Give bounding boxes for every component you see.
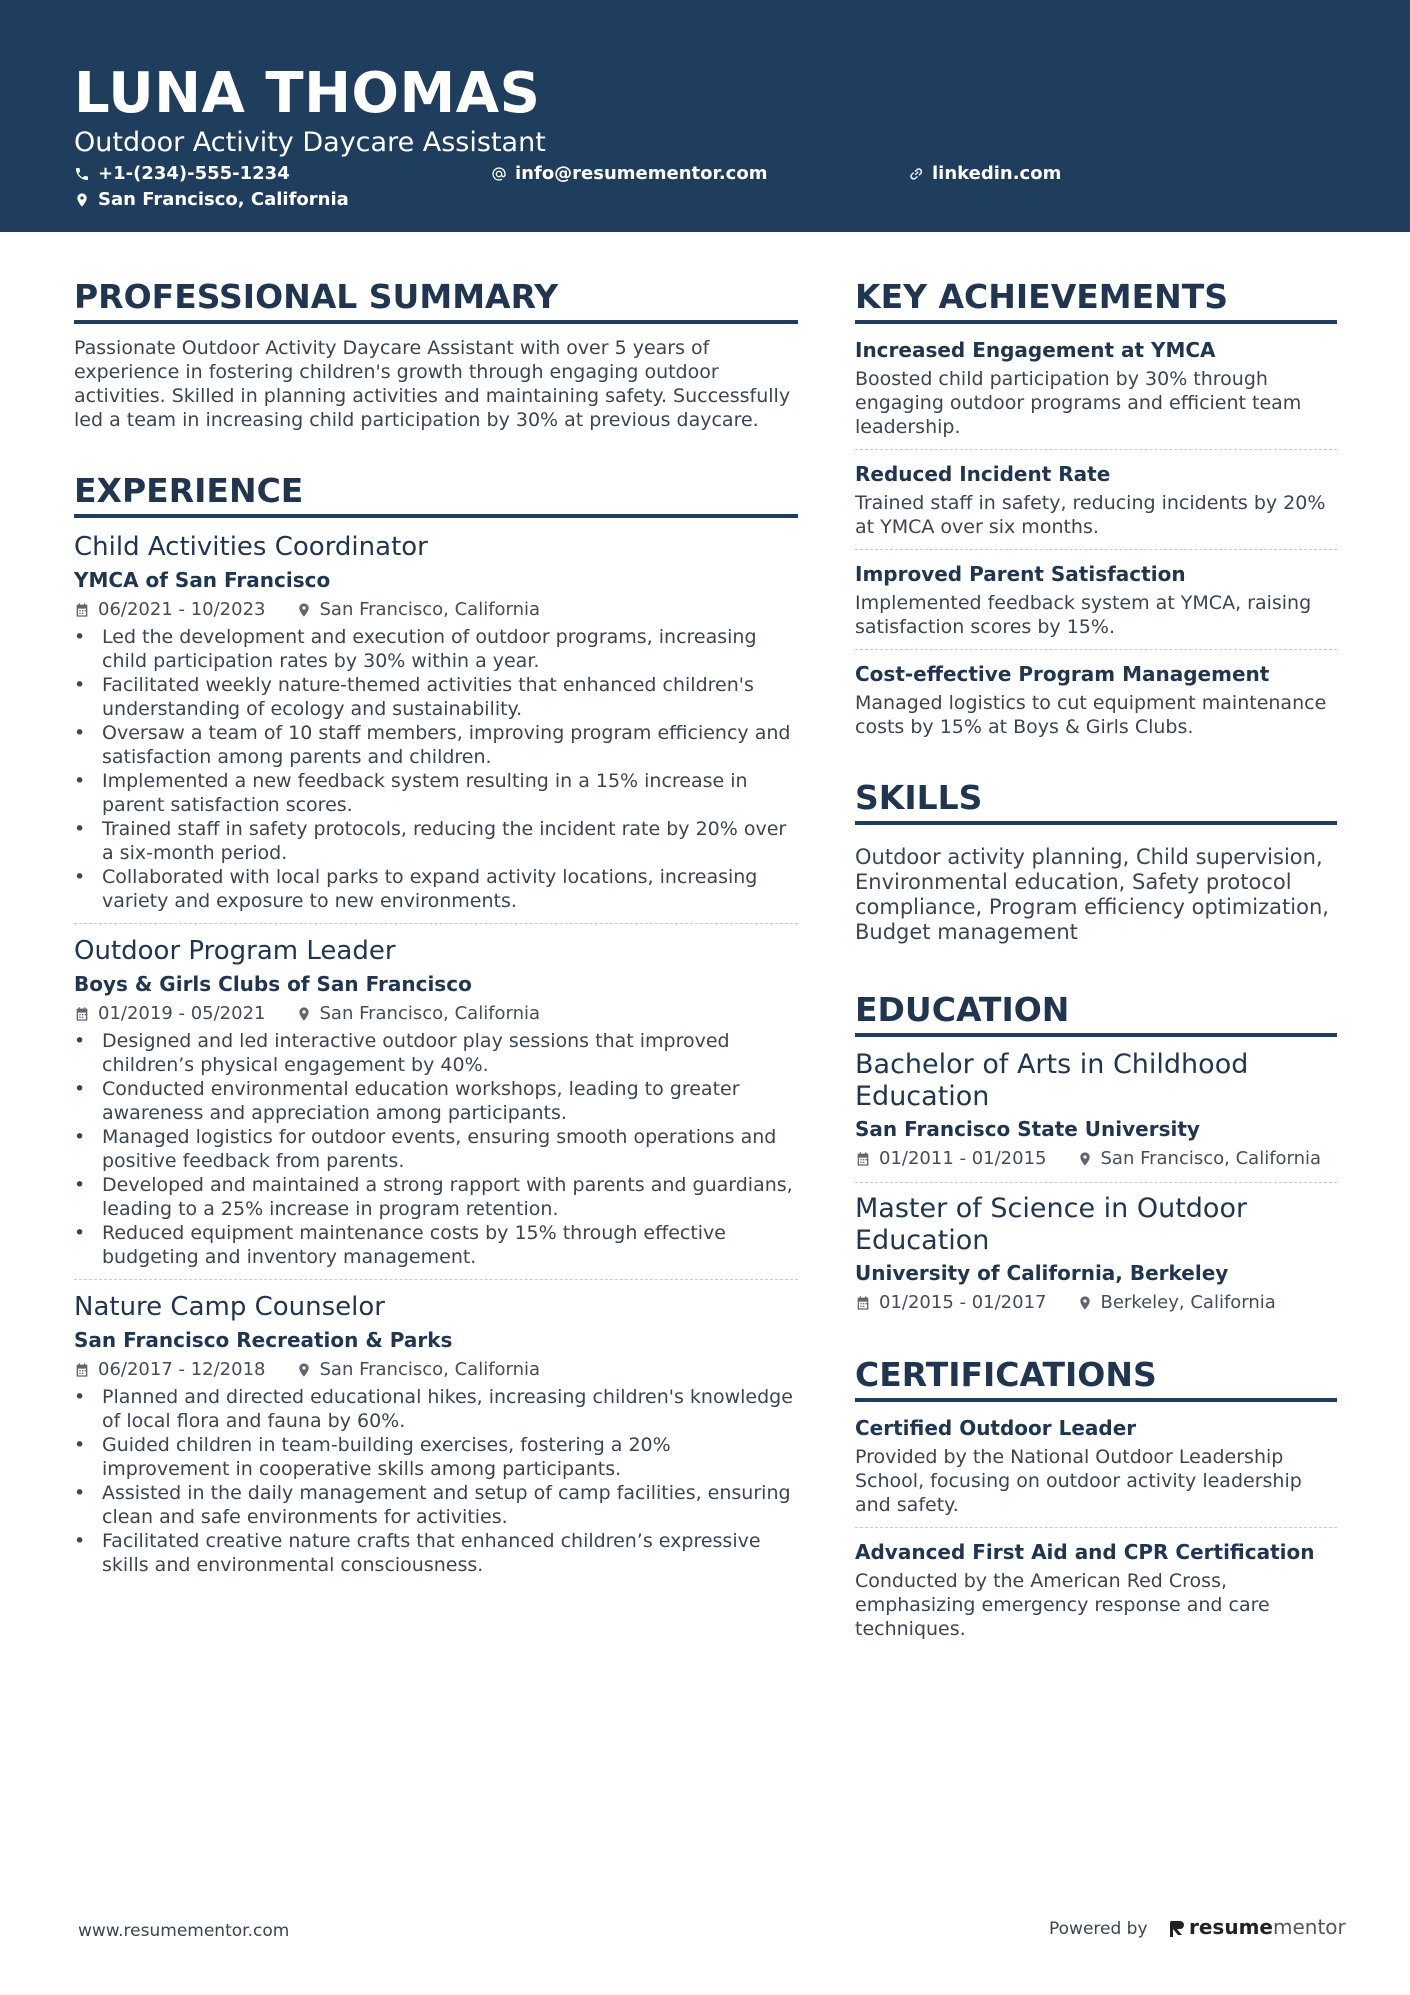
experience-heading: EXPERIENCE [74,470,798,518]
certification-item [855,1538,1337,1641]
resume-header [0,0,1410,232]
education-location: San Francisco, California [1100,1148,1322,1169]
divider [74,1279,798,1280]
job-title: Nature Camp Counselor [74,1292,385,1322]
certification-title: Advanced First Aid and CPR Certification [855,1540,1315,1564]
job-location: San Francisco, California [319,599,541,620]
job-location: San Francisco, California [319,1359,541,1380]
calendar-icon [855,1295,871,1311]
calendar-icon [74,602,90,618]
divider [74,923,798,924]
bullet-item: • Planned and directed educational hikes, increasing children's knowledge of local flora and fauna by 60%. [74,1385,798,1433]
location-pin-icon [74,192,90,208]
certification-title: Certified Outdoor Leader [855,1416,1137,1440]
location-pin-icon [1077,1295,1093,1311]
footer-website-link[interactable]: www.resumementor.com [78,1921,290,1941]
education-item [855,1193,1337,1316]
phone-icon [74,166,90,182]
achievement-item [855,560,1337,639]
degree-title: Bachelor of Arts in Childhood Education [855,1049,1249,1112]
education-location: Berkeley, California [1100,1292,1276,1313]
job-company: San Francisco Recreation & Parks [74,1328,453,1352]
summary-heading: PROFESSIONAL SUMMARY [74,276,798,324]
bullet-item: • Led the development and execution of outdoor programs, increasing child participation rates by 30% within a year. [74,625,798,673]
certification-text: Provided by the National Outdoor Leadership School, focusing on outdoor activity leadership and safety. [855,1446,1302,1516]
achievement-title: Cost-effective Program Management [855,662,1270,686]
school-name: University of California, Berkeley [855,1261,1229,1285]
job-bullets [74,1385,798,1577]
achievement-title: Increased Engagement at YMCA [855,338,1216,362]
candidate-name: LUNA THOMAS [74,61,541,126]
job-entry [74,1290,798,1577]
job-bullets [74,625,798,913]
bullet-item: • Developed and maintained a strong rapport with parents and guardians, leading to a 25% increase in program retention. [74,1173,798,1221]
location-pin-icon [296,602,312,618]
job-dates: 06/2021 - 10/2023 [98,599,266,620]
certification-text: Conducted by the American Red Cross, emphasizing emergency response and care techniques. [855,1570,1270,1640]
candidate-role: Outdoor Activity Daycare Assistant [74,127,546,158]
footer-powered-by: Powered by [1049,1919,1148,1939]
achievement-item [855,460,1337,539]
education-dates: 01/2015 - 01/2017 [879,1292,1047,1313]
school-name: San Francisco State University [855,1117,1200,1141]
link-icon [908,166,924,182]
degree-title: Master of Science in Outdoor Education [855,1193,1248,1256]
left-column [74,276,798,1577]
location-pin-icon [296,1006,312,1022]
bullet-item: • Facilitated creative nature crafts that enhanced children’s expressive skills and environmental consciousness. [74,1529,798,1577]
location-pin-icon [296,1362,312,1378]
education-heading: EDUCATION [855,989,1337,1037]
achievements-heading: KEY ACHIEVEMENTS [855,276,1337,324]
divider [855,649,1337,650]
education-dates: 01/2011 - 01/2015 [879,1148,1047,1169]
contact-linkedin[interactable] [908,163,1061,185]
bullet-item: • Collaborated with local parks to expand activity locations, increasing variety and exposure to new environments. [74,865,798,913]
job-title: Child Activities Coordinator [74,532,428,562]
achievement-text: Trained staff in safety, reducing incidents by 20% at YMCA over six months. [855,492,1326,538]
job-entry [74,530,798,913]
at-icon [491,166,507,182]
phone-text: +1-(234)-555-1234 [98,163,290,184]
location-text: San Francisco, California [98,189,349,210]
linkedin-text: linkedin.com [932,163,1062,184]
achievement-title: Improved Parent Satisfaction [855,562,1186,586]
logo-text-resume: resume [1189,1915,1273,1939]
divider [855,1527,1337,1528]
job-meta [74,1001,798,1027]
job-bullets [74,1029,798,1269]
job-company: YMCA of San Francisco [74,568,331,592]
bullet-item: • Facilitated weekly nature-themed activities that enhanced children's understanding of ecology and sustainability. [74,673,798,721]
certification-item [855,1414,1337,1517]
calendar-icon [74,1006,90,1022]
job-dates: 06/2017 - 12/2018 [98,1359,266,1380]
bullet-item: • Conducted environmental education workshops, leading to greater awareness and appreciation among participants. [74,1077,798,1125]
bullet-item: • Trained staff in safety protocols, reducing the incident rate by 20% over a six-month period. [74,817,798,865]
achievement-text: Implemented feedback system at YMCA, raising satisfaction scores by 15%. [855,592,1312,638]
calendar-icon [855,1151,871,1167]
bullet-item: • Reduced equipment maintenance costs by 15% through effective budgeting and inventory management. [74,1221,798,1269]
contact-email[interactable] [491,163,767,185]
bullet-item: • Oversaw a team of 10 staff members, improving program efficiency and satisfaction among parents and children. [74,721,798,769]
resumementor-logo-icon [1170,1917,1186,1937]
job-company: Boys & Girls Clubs of San Francisco [74,972,472,996]
resumementor-logo[interactable] [1170,1914,1346,1940]
bullet-item: • Designed and led interactive outdoor play sessions that improved children’s physical engagement by 40%. [74,1029,798,1077]
education-item [855,1049,1337,1172]
email-text: info@resumementor.com [515,163,768,184]
divider [855,449,1337,450]
right-column [855,276,1337,1641]
summary-text: Passionate Outdoor Activity Daycare Assistant with over 5 years of experience in fostering children's growth through engaging outdoor activities. Skilled in planning activities and maintaining safety. Successfully led a team in increasing child participation by 30% at previous daycare. [74,337,791,431]
bullet-item: • Assisted in the daily management and setup of camp facilities, ensuring clean and safe environments for activities. [74,1481,798,1529]
divider [855,549,1337,550]
achievement-item [855,336,1337,439]
job-location: San Francisco, California [319,1003,541,1024]
achievement-title: Reduced Incident Rate [855,462,1111,486]
contact-location [74,189,349,211]
achievement-text: Managed logistics to cut equipment maintenance costs by 15% at Boys & Girls Clubs. [855,692,1327,738]
achievement-text: Boosted child participation by 30% through engaging outdoor programs and efficient team leadership. [855,368,1302,438]
logo-text-mentor: mentor [1272,1915,1346,1939]
bullet-item: • Implemented a new feedback system resulting in a 15% increase in parent satisfaction scores. [74,769,798,817]
skills-heading: SKILLS [855,777,1337,825]
divider [855,1182,1337,1183]
calendar-icon [74,1362,90,1378]
job-title: Outdoor Program Leader [74,936,396,966]
education-meta [855,1146,1337,1172]
bullet-item: • Managed logistics for outdoor events, ensuring smooth operations and positive feedback from parents. [74,1125,798,1173]
skills-text: Outdoor activity planning, Child supervision, Environmental education, Safety protocol compliance, Program efficiency optimization, Budget management [855,845,1329,944]
job-entry [74,934,798,1269]
job-meta [74,1357,798,1383]
job-meta [74,597,798,623]
job-dates: 01/2019 - 05/2021 [98,1003,266,1024]
achievement-item [855,660,1337,739]
education-meta [855,1290,1337,1316]
contact-phone[interactable] [74,163,290,185]
bullet-item: • Guided children in team-building exercises, fostering a 20% improvement in cooperative skills among participants. [74,1433,798,1481]
certifications-heading: CERTIFICATIONS [855,1354,1337,1402]
location-pin-icon [1077,1151,1093,1167]
